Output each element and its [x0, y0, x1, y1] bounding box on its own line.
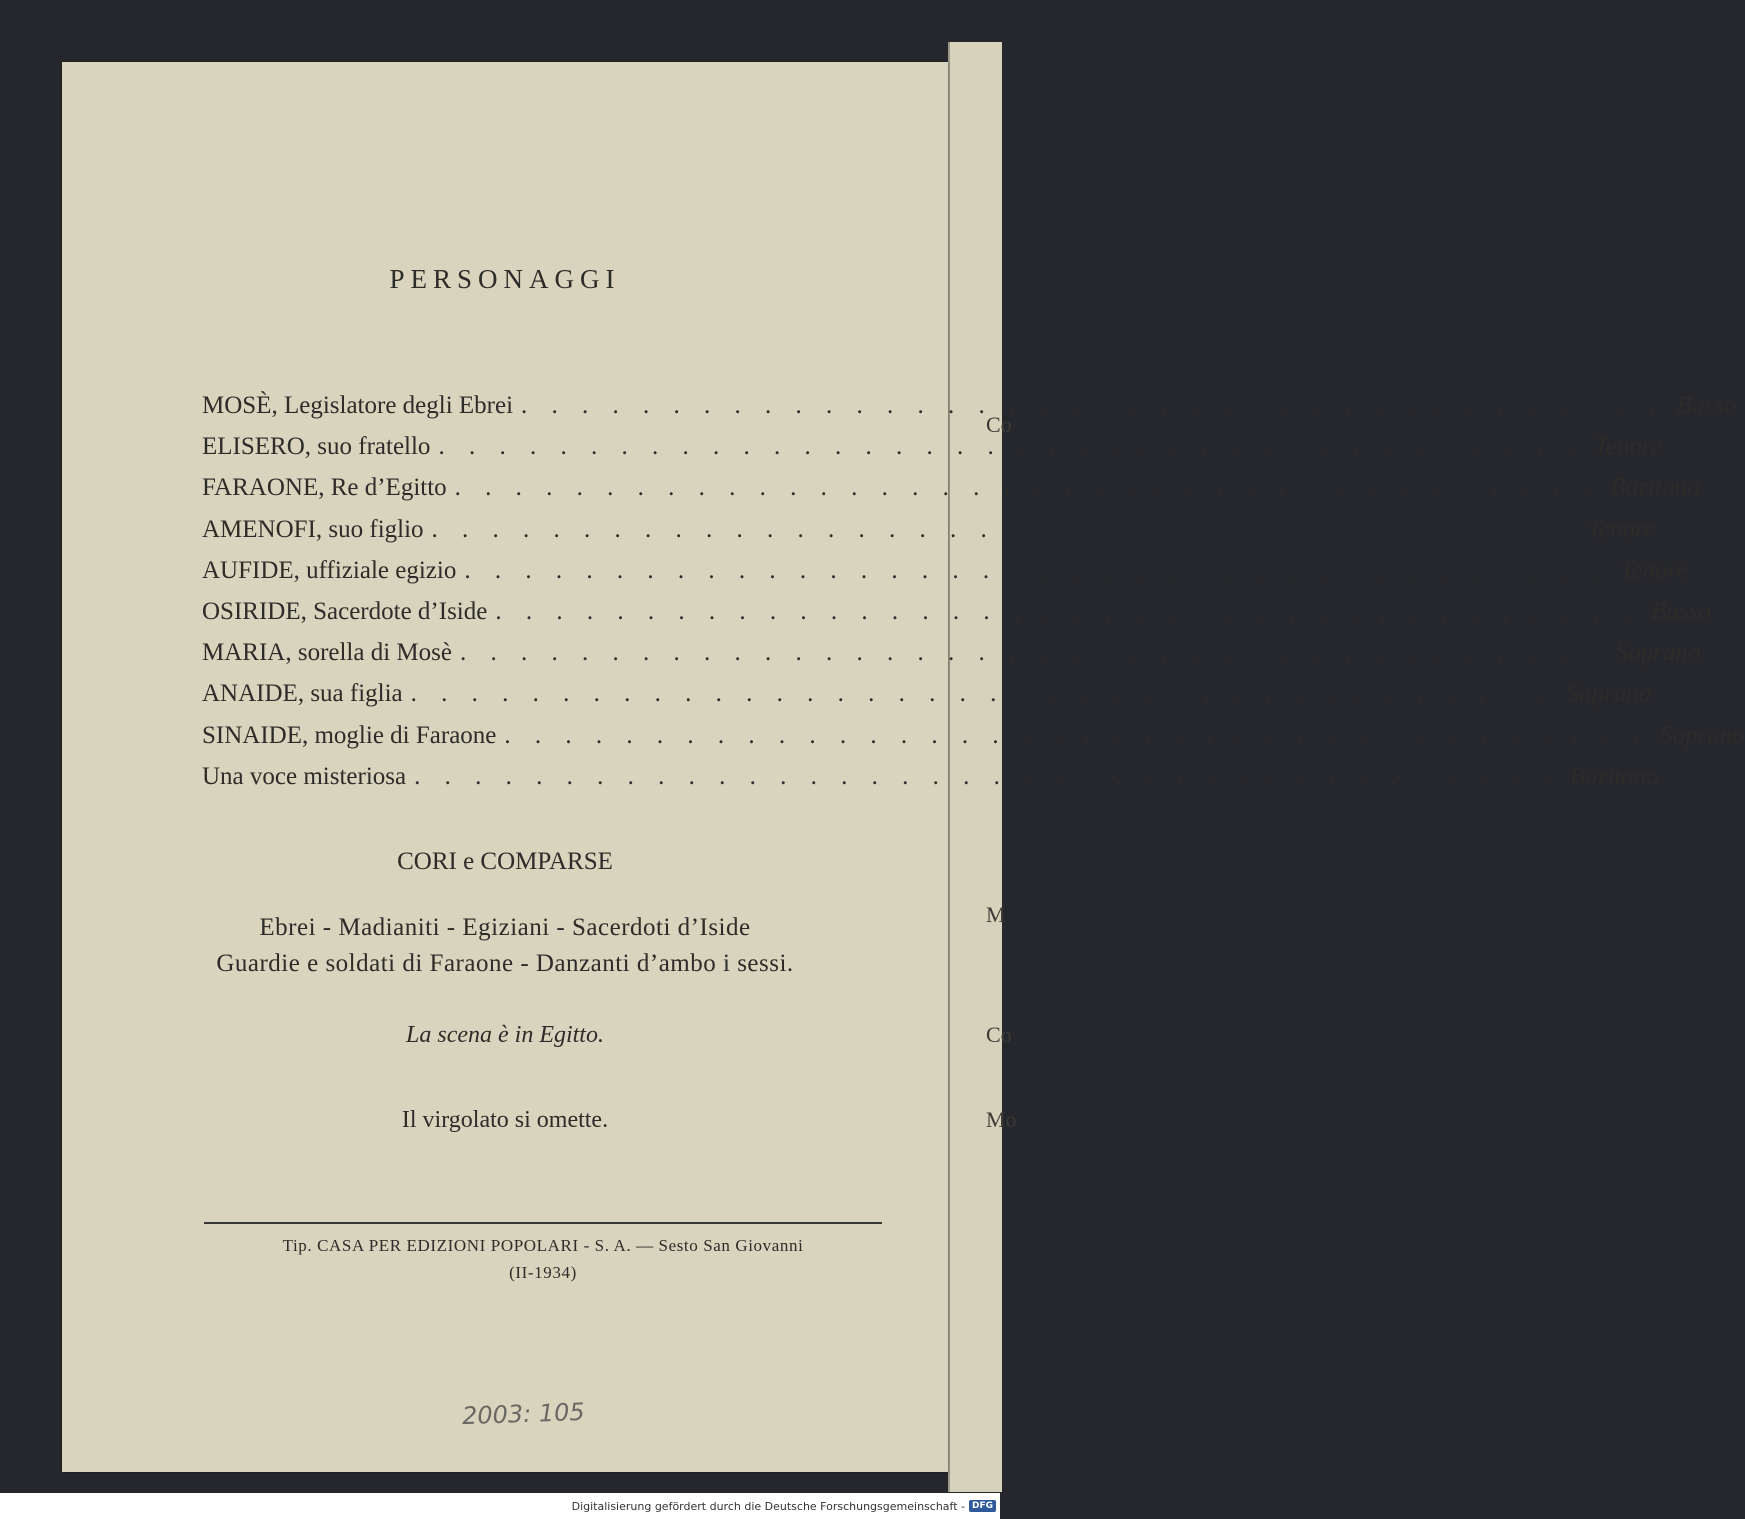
cast-role: SINAIDE, moglie di Faraone	[202, 721, 497, 749]
cast-role: AMENOFI, suo figlio	[202, 515, 424, 543]
cast-voice: Soprano	[1660, 721, 1745, 749]
cast-role: ANAIDE, sua figlia	[202, 680, 403, 708]
cast-voice: Soprano	[1566, 680, 1652, 708]
cast-role: Una voce misteriosa	[202, 762, 407, 790]
cast-voice: Soprano	[1615, 639, 1701, 667]
omission-note: Il virgolato si omette.	[401, 1107, 609, 1133]
leader-dots	[455, 474, 1599, 502]
scene-setting: La scena è in Egitto.	[406, 1022, 604, 1048]
adjacent-page-fragment: Mo	[986, 1107, 1017, 1132]
adjacent-page-fragment: M	[986, 902, 1006, 927]
cast-role: OSIRIDE, Sacerdote d’Iside	[202, 597, 488, 625]
chorus-line: Guardie e soldati di Faraone - Danzanti d’ambo i sessi.	[216, 950, 794, 977]
cast-row	[202, 597, 1711, 639]
leader-dots	[411, 680, 1555, 708]
dfg-logo-icon: DFG	[969, 1500, 996, 1512]
cast-voice: Basso	[1676, 392, 1737, 419]
leader-dots	[464, 557, 1608, 585]
chorus-line: Ebrei - Madianiti - Egiziani - Sacerdoti d’Iside	[259, 914, 751, 941]
cast-role: FARAONE, Re d’Egitto	[202, 474, 447, 502]
leader-dots	[432, 516, 1576, 544]
handwritten-shelfmark: 2003: 105	[461, 1397, 586, 1431]
printer-date: (II-1934)	[509, 1263, 577, 1282]
cast-voice: Tenore	[1620, 556, 1688, 584]
adjacent-page-fragment: Co	[986, 412, 1012, 437]
cast-row	[202, 762, 1659, 804]
cast-voice: Basso	[1651, 597, 1711, 625]
chorus-heading: CORI e COMPARSE	[397, 848, 613, 875]
cast-row	[202, 680, 1652, 721]
page-title: PERSONAGGI	[389, 264, 621, 294]
cast-role: MOSÈ, Legislatore degli Ebrei	[202, 392, 514, 419]
cast-voice: Tenore	[1594, 433, 1662, 461]
digitization-footer	[0, 1493, 1000, 1519]
footer-rule	[204, 1222, 882, 1224]
cast-role: AUFIDE, uffiziale egizio	[202, 556, 457, 584]
leader-dots	[504, 722, 1648, 750]
cast-row	[202, 474, 1700, 515]
adjacent-page-fragment: Co	[986, 1022, 1012, 1047]
book-page	[62, 62, 1745, 1472]
cast-row	[202, 639, 1701, 680]
cast-voice: Baritono	[1610, 474, 1700, 502]
cast-row	[202, 515, 1655, 557]
leader-dots	[414, 763, 1558, 791]
cast-row	[202, 556, 1688, 598]
leader-dots	[521, 392, 1665, 420]
leader-dots	[460, 639, 1604, 667]
cast-row	[202, 721, 1745, 763]
cast-role: ELISERO, suo fratello	[202, 433, 431, 461]
printer-imprint: Tip. CASA PER EDIZIONI POPOLARI - S. A. — Sesto San Giovanni	[282, 1236, 804, 1255]
funding-credit: Digitalisierung gefördert durch die Deutsche Forschungsgemeinschaft -	[571, 1499, 965, 1513]
leader-dots	[438, 433, 1582, 461]
leader-dots	[495, 598, 1639, 626]
cast-voice: Baritono	[1569, 762, 1659, 790]
cast-row	[202, 433, 1662, 474]
cast-role: MARIA, sorella di Mosè	[202, 639, 452, 667]
cast-voice: Tenore	[1587, 515, 1655, 543]
